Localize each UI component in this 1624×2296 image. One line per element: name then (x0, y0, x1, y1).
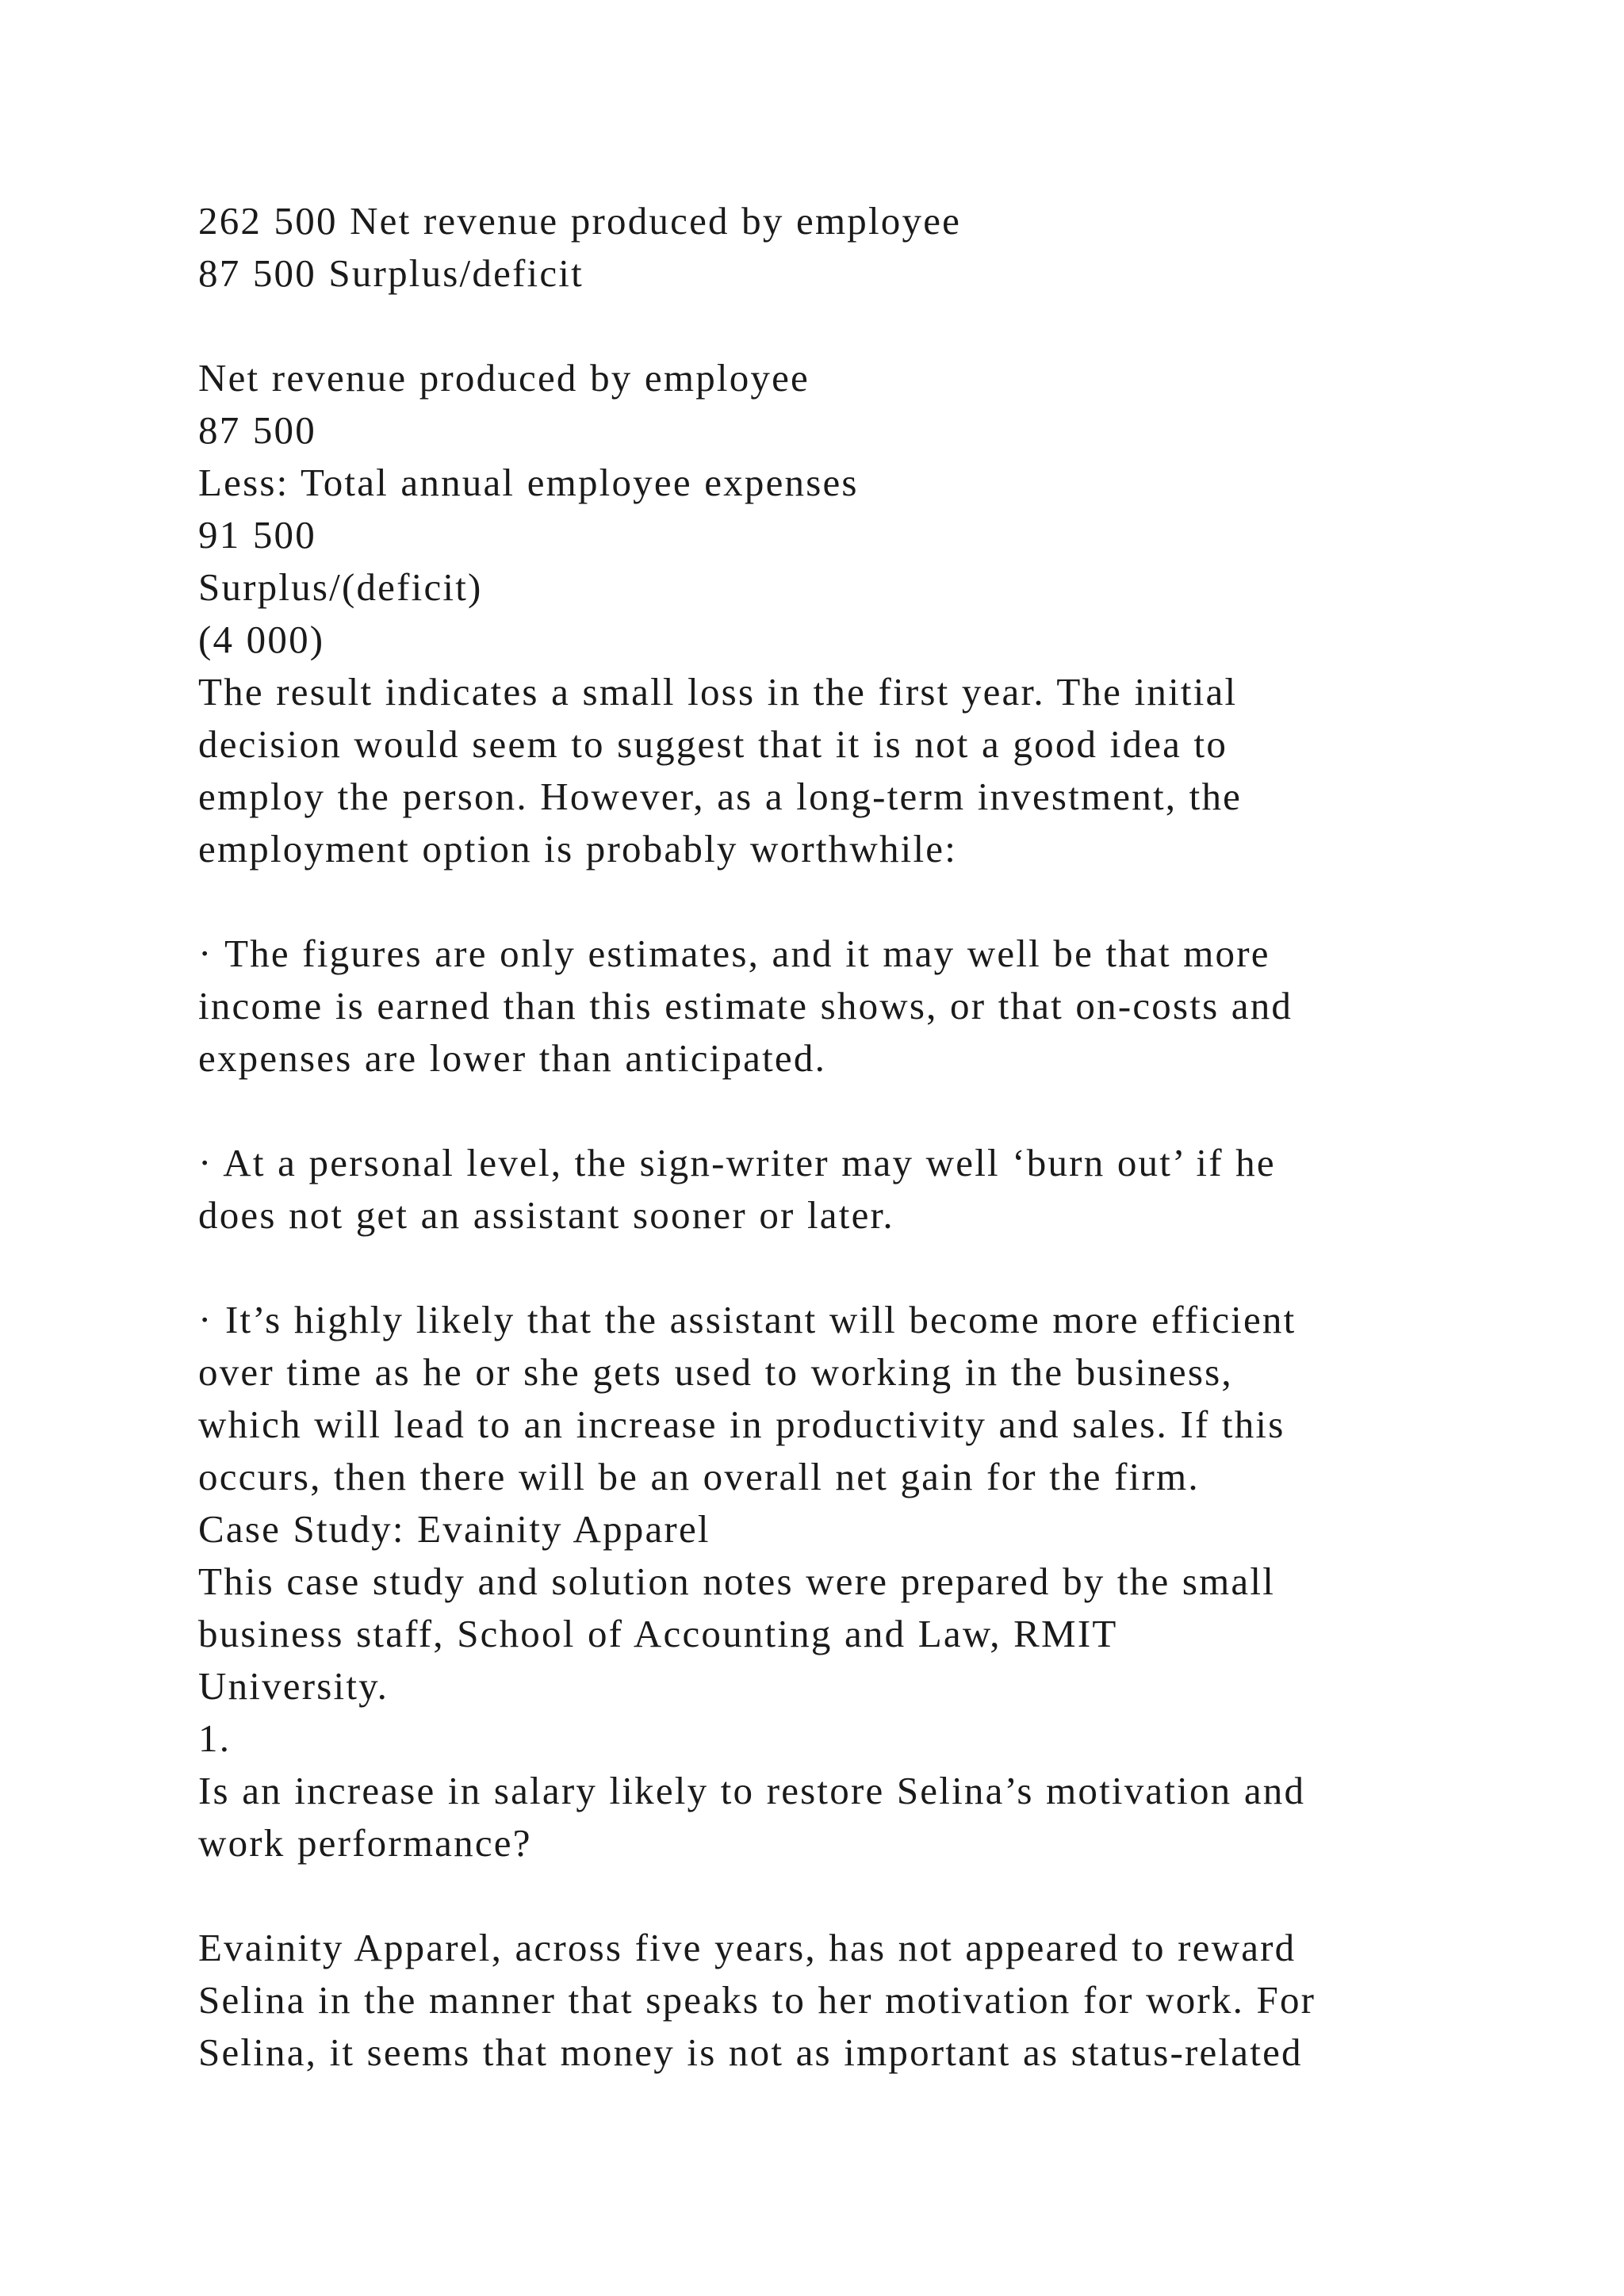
bullet-estimates-line: · The figures are only estimates, and it may well be that more (198, 932, 1270, 975)
bullet-efficiency-line: over time as he or she gets used to working in the business, (198, 1350, 1233, 1394)
question-number: 1. (198, 1716, 232, 1760)
bullet-efficiency-line: occurs, then there will be an overall net gain for the firm. (198, 1455, 1200, 1498)
case-study-title: Case Study: Evainity Apparel (198, 1507, 710, 1551)
document-body (198, 195, 1435, 2079)
answer-line: Selina in the manner that speaks to her motivation for work. For (198, 1978, 1316, 2022)
question-line: Is an increase in salary likely to restore Selina’s motivation and (198, 1769, 1306, 1812)
result-paragraph-line: decision would seem to suggest that it is not a good idea to (198, 722, 1228, 766)
paragraph-gap (198, 1085, 1435, 1137)
surplus-value: (4 000) (198, 618, 325, 661)
expenses-label: Less: Total annual employee expenses (198, 461, 859, 504)
result-paragraph-line: employment option is probably worthwhile: (198, 827, 958, 871)
bullet-efficiency-line: which will lead to an increase in productivity and sales. If this (198, 1402, 1285, 1446)
net-revenue-label: Net revenue produced by employee (198, 356, 810, 400)
expenses-value: 91 500 (198, 513, 316, 557)
summary-line: 262 500 Net revenue produced by employee (198, 199, 962, 243)
paragraph-gap (198, 1242, 1435, 1294)
bullet-burnout-line: · At a personal level, the sign-writer may well ‘burn out’ if he (198, 1141, 1276, 1184)
case-study-note-line: business staff, School of Accounting and Law, RMIT (198, 1612, 1118, 1655)
paragraph-gap (198, 1869, 1435, 1922)
net-revenue-value: 87 500 (198, 408, 316, 452)
surplus-label: Surplus/(deficit) (198, 565, 483, 609)
result-paragraph-line: The result indicates a small loss in the first year. The initial (198, 670, 1238, 714)
case-study-note-line: University. (198, 1664, 389, 1708)
answer-line: Selina, it seems that money is not as important as status-related (198, 2030, 1303, 2074)
answer-line: Evainity Apparel, across five years, has not appeared to reward (198, 1926, 1297, 1969)
question-line: work performance? (198, 1821, 532, 1865)
bullet-burnout-line: does not get an assistant sooner or later. (198, 1193, 894, 1237)
bullet-efficiency-line: · It’s highly likely that the assistant will become more efficient (198, 1298, 1297, 1341)
bullet-estimates-line: expenses are lower than anticipated. (198, 1036, 827, 1080)
summary-line: 87 500 Surplus/deficit (198, 251, 584, 295)
paragraph-gap (198, 300, 1435, 352)
case-study-note-line: This case study and solution notes were prepared by the small (198, 1559, 1276, 1603)
bullet-estimates-line: income is earned than this estimate shows, or that on-costs and (198, 984, 1293, 1027)
result-paragraph-line: employ the person. However, as a long-term investment, the (198, 775, 1243, 818)
paragraph-gap (198, 875, 1435, 928)
